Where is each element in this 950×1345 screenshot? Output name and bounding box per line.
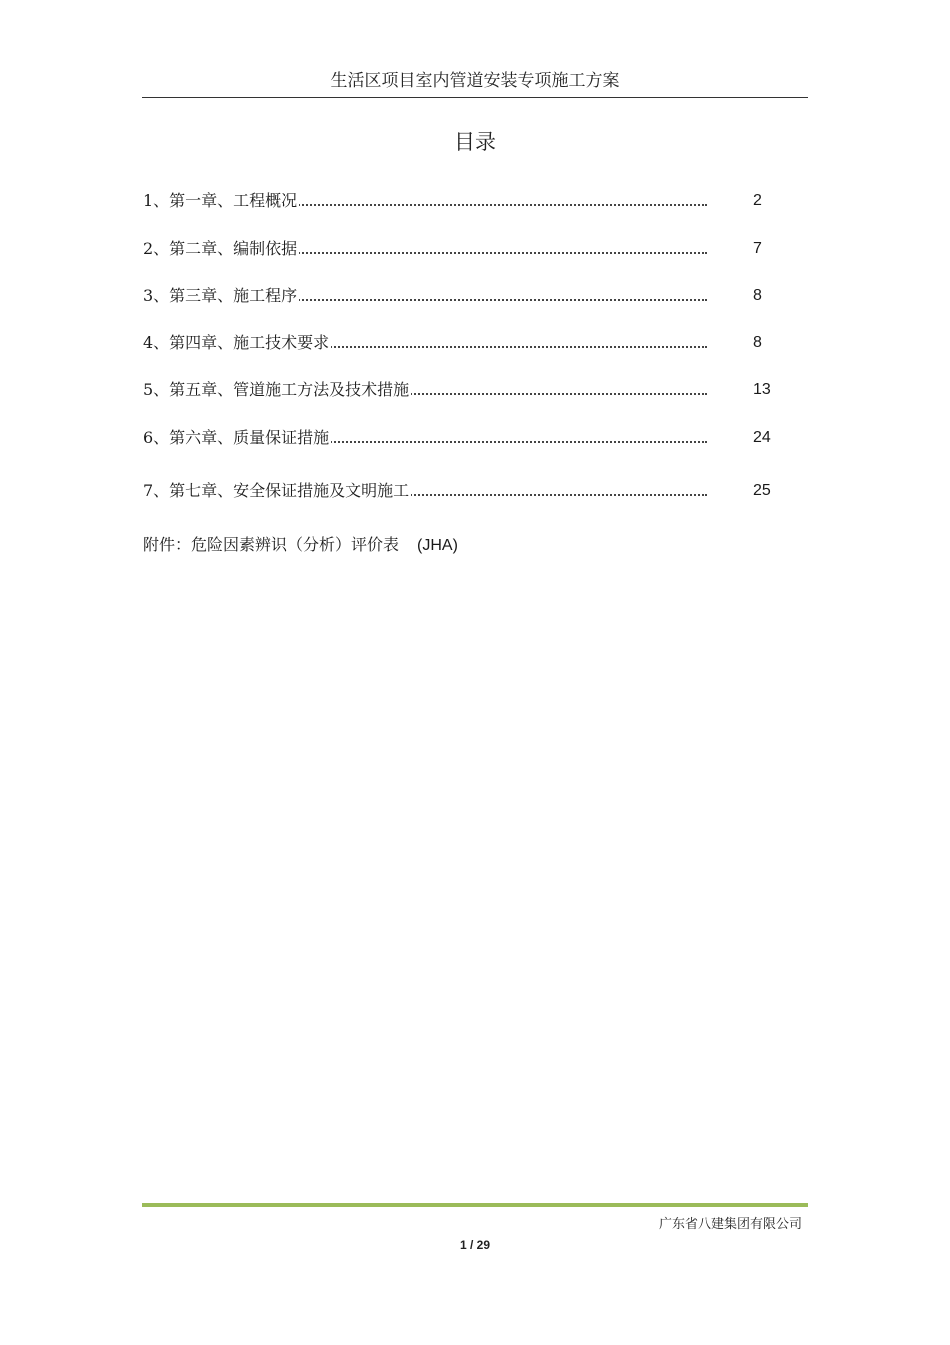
toc-entry-page: 25 bbox=[753, 482, 771, 499]
toc-title: 目录 bbox=[454, 130, 496, 154]
toc-entry-page: 24 bbox=[753, 429, 771, 446]
toc-entry-page: 8 bbox=[753, 334, 762, 351]
toc-entry-label: 1、第一章、工程概况 bbox=[143, 189, 299, 213]
toc-entry-label: 2、第二章、编制依据 bbox=[143, 237, 299, 261]
attachment-label: 附件：危险因素辨识（分析）评价表 bbox=[143, 535, 400, 554]
footer-page-number: 1 / 29 bbox=[459, 1238, 491, 1252]
page-header-title: 生活区项目室内管道安装专项施工方案 bbox=[330, 71, 620, 91]
toc-attachment[interactable] bbox=[143, 533, 458, 558]
toc-entry-page: 13 bbox=[753, 381, 771, 398]
toc-entry-label: 6、第六章、质量保证措施 bbox=[143, 426, 331, 450]
toc-entry-6[interactable] bbox=[143, 426, 783, 450]
toc-entry-page: 7 bbox=[753, 240, 762, 257]
toc-entry-2[interactable] bbox=[143, 237, 783, 261]
toc-entry-page: 8 bbox=[753, 287, 762, 304]
toc-entry-page: 2 bbox=[753, 192, 762, 209]
toc-entry-3[interactable] bbox=[143, 284, 783, 308]
toc-entry-label: 3、第三章、施工程序 bbox=[143, 284, 299, 308]
footer-divider bbox=[142, 1203, 808, 1207]
toc-entry-label: 5、第五章、管道施工方法及技术措施 bbox=[143, 378, 411, 402]
toc-entry-label: 4、第四章、施工技术要求 bbox=[143, 331, 331, 355]
header-divider bbox=[142, 97, 808, 98]
toc-entry-4[interactable] bbox=[143, 331, 783, 355]
toc-entry-7[interactable] bbox=[143, 479, 783, 503]
footer-company-name: 广东省八建集团有限公司 bbox=[658, 1217, 802, 1232]
attachment-code: (JHA) bbox=[417, 537, 458, 554]
toc-entry-5[interactable] bbox=[143, 378, 783, 402]
toc-entry-1[interactable] bbox=[143, 189, 783, 213]
toc-entry-label: 7、第七章、安全保证措施及文明施工 bbox=[143, 479, 411, 503]
